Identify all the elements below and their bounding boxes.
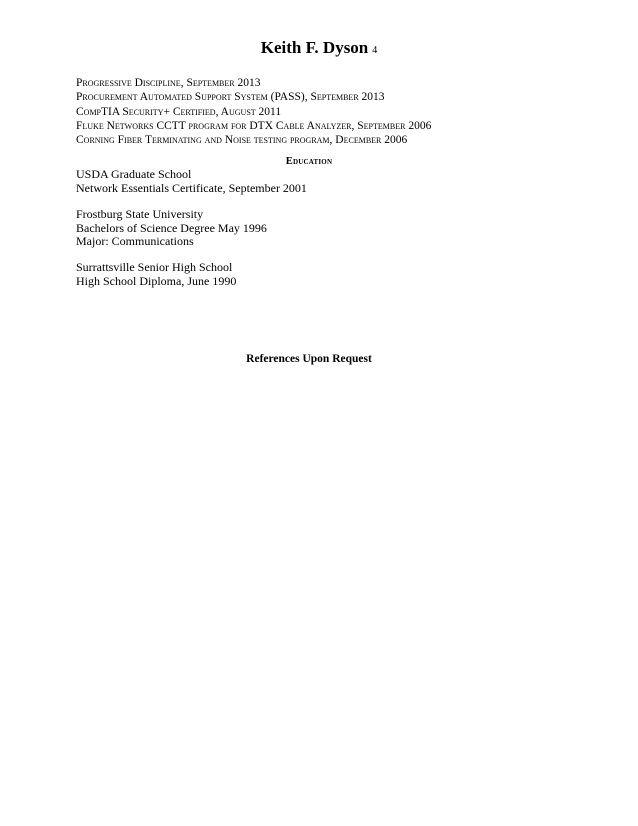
education-entry-usda bbox=[76, 168, 576, 195]
certification-item: CompTIA Security+ Certified, August 2011 bbox=[76, 105, 282, 118]
page-header bbox=[0, 38, 638, 58]
education-credential: Network Essentials Certificate, September 2001 bbox=[76, 180, 307, 195]
certification-item: Procurement Automated Support System (PASS), September 2013 bbox=[76, 91, 385, 104]
page-number: 4 bbox=[372, 45, 378, 56]
education-heading: Education bbox=[285, 156, 333, 167]
education-institution: USDA Graduate School bbox=[76, 167, 192, 181]
education-major: Major: Communications bbox=[76, 234, 194, 248]
education-credential: Bachelors of Science Degree May 1996 bbox=[76, 220, 267, 235]
education-institution: Frostburg State University bbox=[76, 207, 204, 221]
candidate-name: Keith F. Dyson bbox=[260, 38, 369, 57]
references-note: References Upon Request bbox=[246, 353, 372, 365]
education-entry-frostburg bbox=[76, 208, 576, 249]
education-entry-surrattsville bbox=[76, 261, 576, 288]
education-credential: High School Diploma, June 1990 bbox=[76, 273, 237, 288]
certification-item: Progressive Discipline, September 2013 bbox=[76, 77, 261, 89]
certification-item: Fluke Networks CCTT program for DTX Cable Analyzer, September 2006 bbox=[76, 119, 432, 132]
certification-item: Corning Fiber Terminating and Noise testing program, December 2006 bbox=[76, 134, 408, 147]
certifications-list bbox=[76, 76, 596, 147]
education-institution: Surrattsville Senior High School bbox=[76, 260, 233, 274]
